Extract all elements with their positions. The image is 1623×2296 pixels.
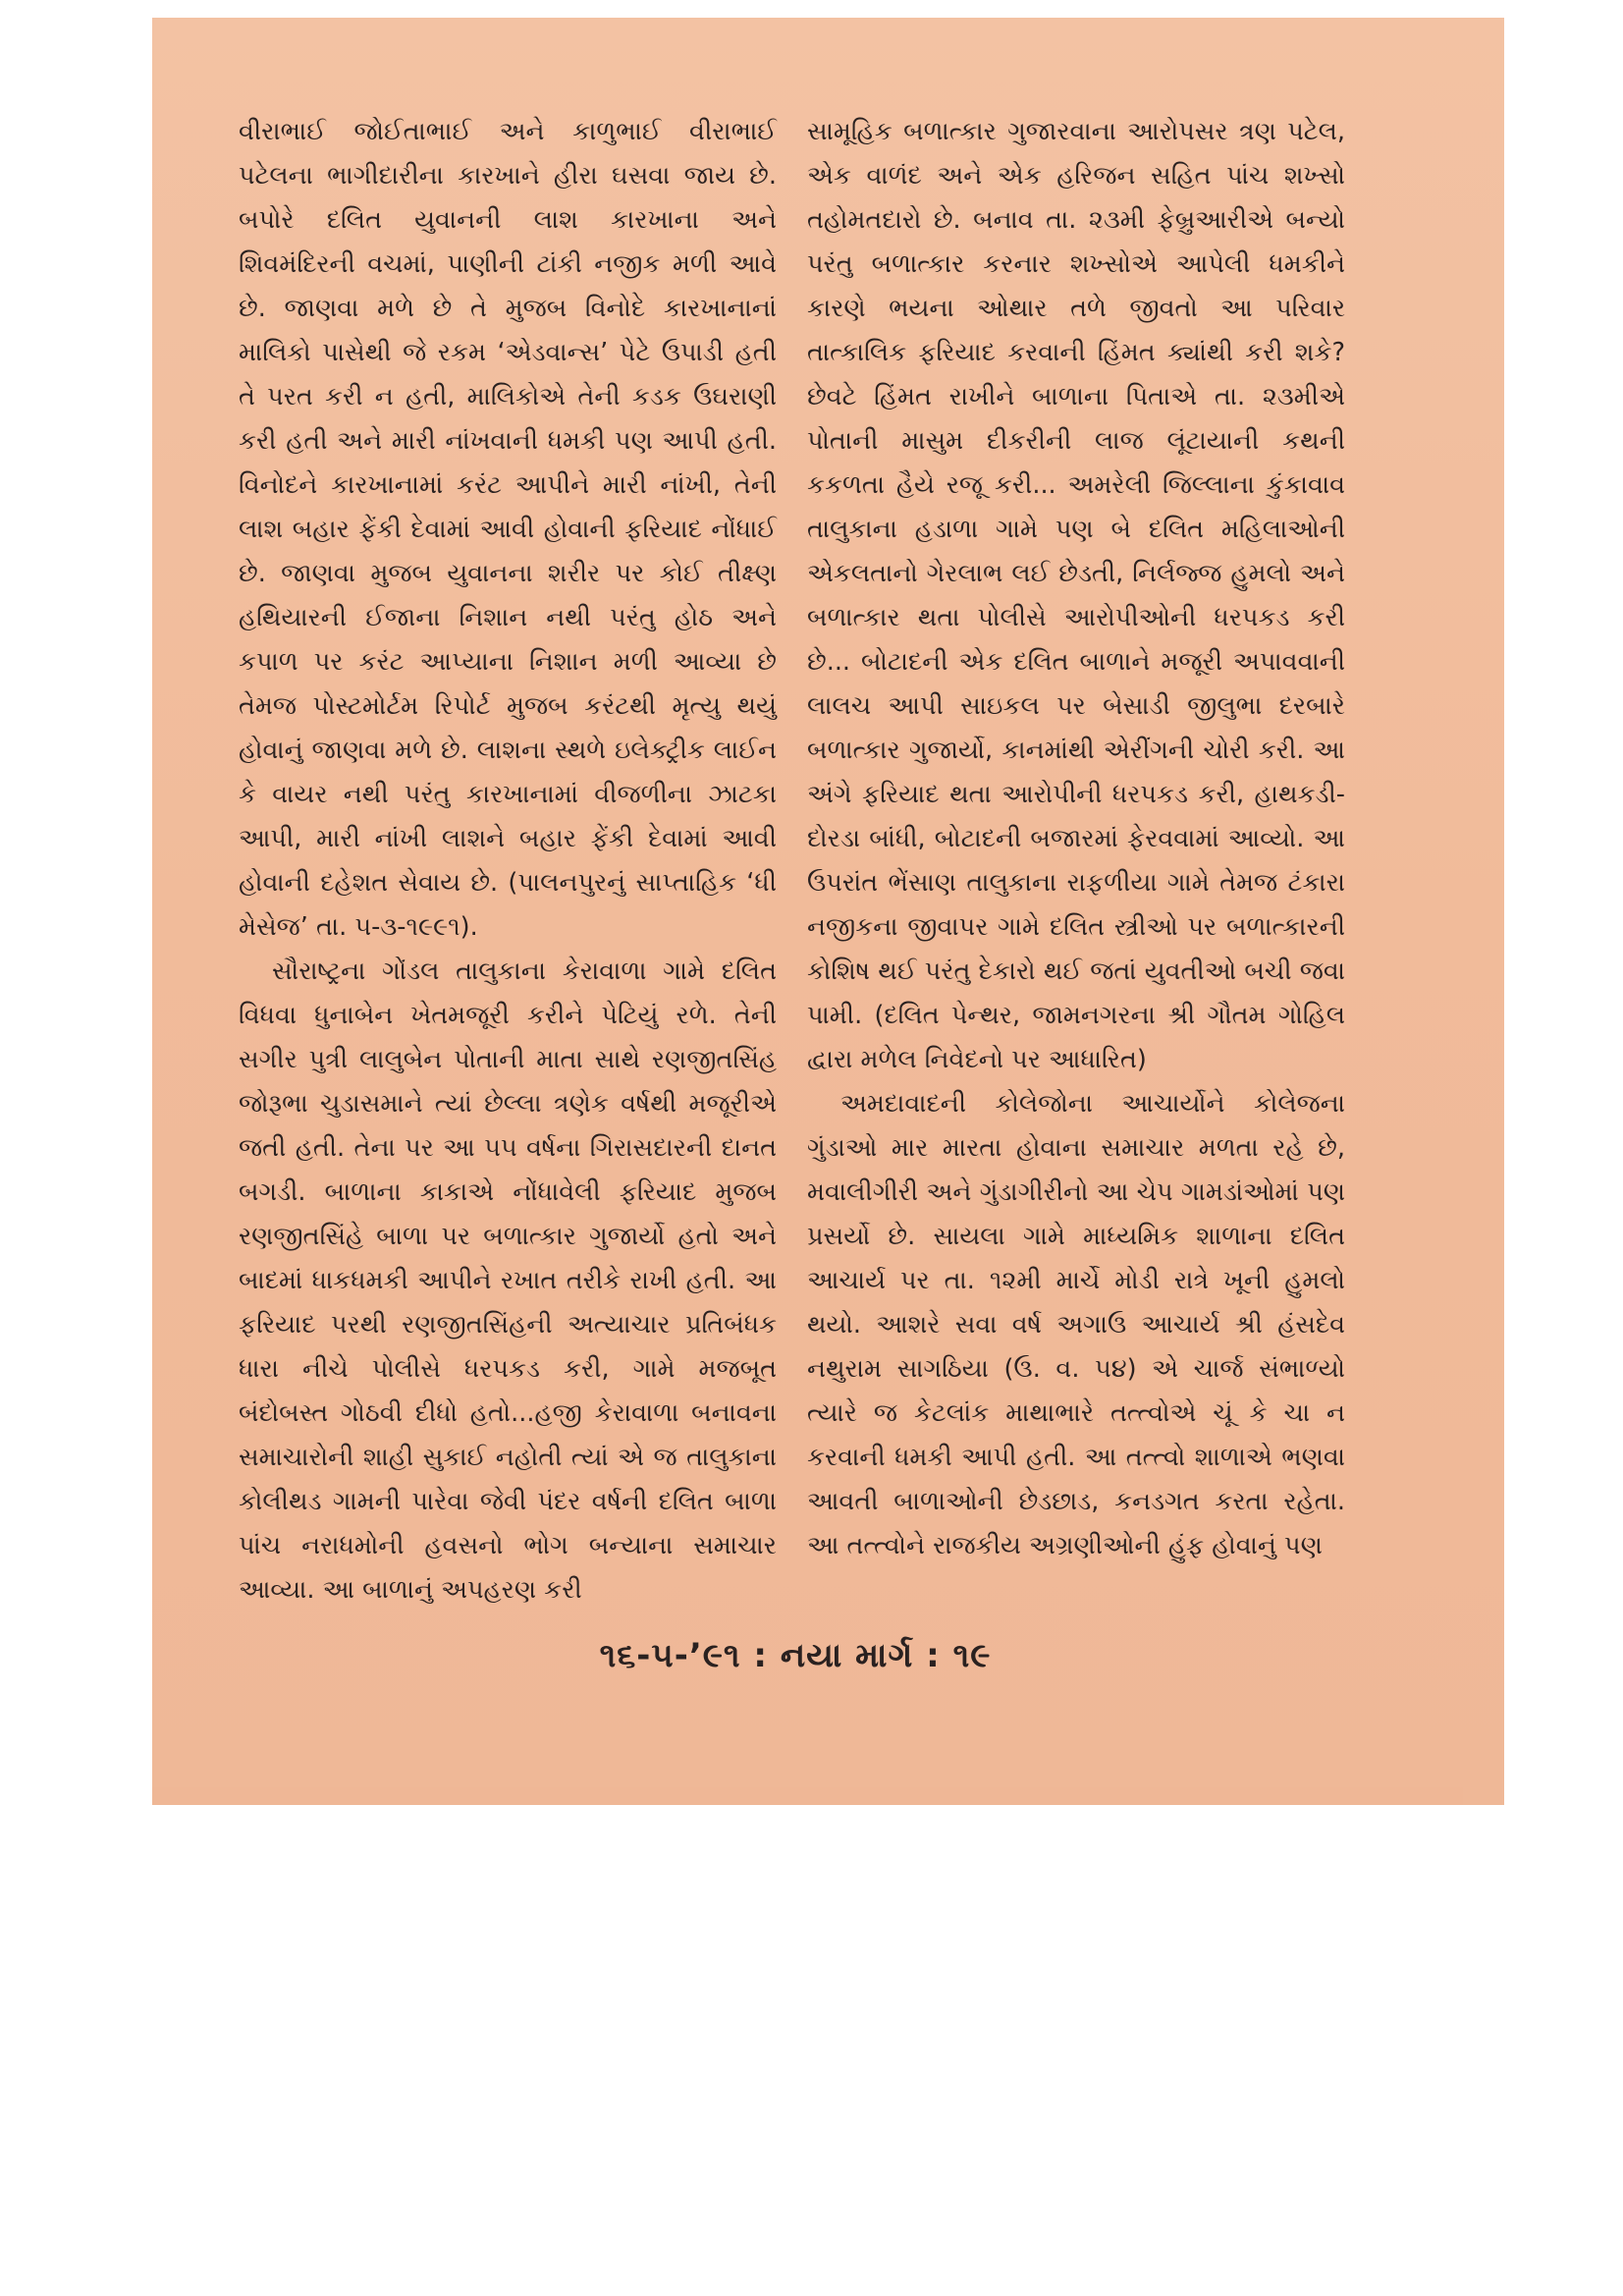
left-paragraph-2: સૌરાષ્ટ્રના ગોંડલ તાલુકાના કેરાવાળા ગામે દલિત વિધવા ધુનાબેન ખેતમજૂરી કરીને પેટિયું રળે. તેની સગીર પુત્રી લાલુબેન પોતાની માતા સાથે રણજીતસિંહ જોરૂભા ચુડાસમાને ત્યાં છેલ્લા ત્રણેક વર્ષથી મજૂરીએ જતી હતી. તેના પર આ ૫૫ વર્ષના ગિરાસદારની દાનત બગડી. બાળાના કાકાએ નોંધાવેલી ફરિયાદ મુજબ રણજીતસિંહે બાળા પર બળાત્કાર ગુજાર્યો હતો અને બાદમાં ધાકધમકી આપીને રખાત તરીકે રાખી હતી. આ ફરિયાદ પરથી રણજીતસિંહની અત્યાચાર પ્રતિબંધક ધારા નીચે પોલીસે ધરપકડ કરી, ગામે મજબૂત બંદોબસ્ત ગોઠવી દીધો હતો...હજી કેરાવાળા બનાવના સમાચારોની શાહી સુકાઈ નહોતી ત્યાં એ જ તાલુકાના કોલીથડ ગામની પારેવા જેવી પંદર વર્ષની દલિત બાળા પાંચ નરાધમોની હવસનો ભોગ બન્યાના સમાચાર આવ્યા. આ બાળાનું અપહરણ કરી: [239, 957, 777, 1605]
scanned-page-bottom-edge: [152, 1787, 1463, 1805]
left-paragraph-1: વીરાભાઈ જોઈતાભાઈ અને કાળુભાઈ વીરાભાઈ પટેલના ભાગીદારીના કારખાને હીરા ઘસવા જાય છે. બપોરે દલિત યુવાનની લાશ કારખાના અને શિવમંદિરની વચમાં, પાણીની ટાંકી નજીક મળી આવે છે. જાણવા મળે છે તે મુજબ વિનોદે કારખાનાનાં માલિકો પાસેથી જે રકમ ‘એડવાન્સ’ પેટે ઉપાડી હતી તે પરત કરી ન હતી, માલિકોએ તેની કડક ઉઘરાણી કરી હતી અને મારી નાંખવાની ધમકી પણ આપી હતી. વિનોદને કારખાનામાં કરંટ આપીને મારી નાંખી, તેની લાશ બહાર ફેંકી દેવામાં આવી હોવાની ફરિયાદ નોંધાઈ છે. જાણવા મુજબ યુવાનના શરીર પર કોઈ તીક્ષ્ણ હથિયારની ઈજાના નિશાન નથી પરંતુ હોઠ અને કપાળ પર કરંટ આપ્યાના નિશાન મળી આવ્યા છે તેમજ પોસ્ટમોર્ટમ રિપોર્ટ મુજબ કરંટથી મૃત્યુ થયું હોવાનું જાણવા મળે છે. લાશના સ્થળે ઇલેક્ટ્રીક લાઈન કે વાયર નથી પરંતુ કારખાનામાં વીજળીના ઝાટકા આપી, મારી નાંખી લાશને બહાર ફેંકી દેવામાં આવી હોવાની દહેશત સેવાય છે. (પાલનપુરનું સાપ્તાહિક ‘ધી મેસેજ’ તા. ૫-૩-૧૯૯૧).: [239, 117, 777, 942]
right-paragraph-2: અમદાવાદની કોલેજોના આચાર્યોને કોલેજના ગુંડાઓ માર મારતા હોવાના સમાચાર મળતા રહે છે, મવાલીગીરી અને ગુંડાગીરીનો આ ચેપ ગામડાંઓમાં પણ પ્રસર્યો છે. સાયલા ગામે માધ્યમિક શાળાના દલિત આચાર્ય પર તા. ૧૨મી માર્ચે મોડી રાત્રે ખૂની હુમલો થયો. આશરે સવા વર્ષ અગાઉ આચાર્ય શ્રી હંસદેવ નથુરામ સાગઠિયા (ઉ. વ. ૫૪) એ ચાર્જ સંભાળ્યો ત્યારે જ કેટલાંક માથાભારે તત્ત્વોએ ચૂં કે ચા ન કરવાની ધમકી આપી હતી. આ તત્ત્વો શાળાએ ભણવા આવતી બાળાઓની છેડછાડ, કનડગત કરતા રહેતા. આ તત્ત્વોને રાજકીય અગ્રણીઓની હુંફ હોવાનું પણ: [807, 1089, 1345, 1560]
right-paragraph-1: સામૂહિક બળાત્કાર ગુજારવાના આરોપસર ત્રણ પટેલ, એક વાળંદ અને એક હરિજન સહિત પાંચ શખ્સો તહોમતદારો છે. બનાવ તા. ૨૩મી ફેબ્રુઆરીએ બન્યો પરંતુ બળાત્કાર કરનાર શખ્સોએ આપેલી ધમકીને કારણે ભયના ઓથાર તળે જીવતો આ પરિવાર તાત્કાલિક ફરિયાદ કરવાની હિંમત ક્યાંથી કરી શકે? છેવટે હિંમત રાખીને બાળાના પિતાએ તા. ૨૩મીએ પોતાની માસુમ દીકરીની લાજ લૂંટાયાની કથની કકળતા હૈયે રજૂ કરી... અમરેલી જિલ્લાના કુંકાવાવ તાલુકાના હડાળા ગામે પણ બે દલિત મહિલાઓની એકલતાનો ગેરલાભ લઈ છેડતી, નિર્લજ્જ હુમલો અને બળાત્કાર થતા પોલીસે આરોપીઓની ધરપકડ કરી છે... બોટાદની એક દલિત બાળાને મજૂરી અપાવવાની લાલચ આપી સાઇકલ પર બેસાડી જીલુભા દરબારે બળાત્કાર ગુજાર્યો, કાનમાંથી એરીંગની ચોરી કરી. આ અંગે ફરિયાદ થતા આરોપીની ધરપકડ કરી, હાથકડી-દોરડા બાંધી, બોટાદની બજારમાં ફેરવવામાં આવ્યો. આ ઉપરાંત ભેંસાણ તાલુકાના રાફળીયા ગામે તેમજ ટંકારા નજીકના જીવાપર ગામે દલિત સ્ત્રીઓ પર બળાત્કારની કોશિષ થઈ પરંતુ દેકારો થઈ જતાં યુવતીઓ બચી જવા પામી. (દલિત પેન્થર, જામનગરના શ્રી ગૌતમ ગોહિલ દ્વારા મળેલ નિવેદનો પર આધારિત): [807, 117, 1345, 1074]
right-column: [807, 110, 1345, 1568]
left-column: [239, 110, 777, 1613]
page-footer-folio: ૧૬-૫-’૯૧ : નયા માર્ગ : ૧૯: [599, 1636, 992, 1675]
